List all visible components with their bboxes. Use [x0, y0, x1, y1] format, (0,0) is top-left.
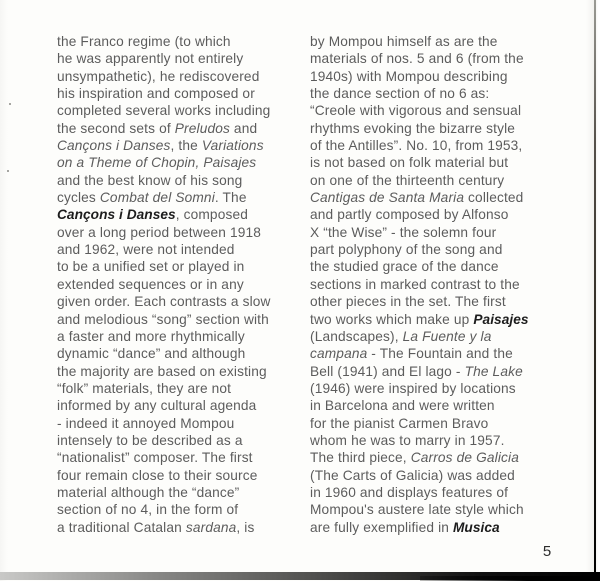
- text-line: a traditional Catalan sardana, is: [57, 519, 255, 535]
- text-line: Cançons i Danses, the Variations: [57, 138, 264, 154]
- text-line: rhythms evoking the bizarre style: [310, 120, 516, 136]
- left-text-column: [57, 33, 313, 536]
- text-line: and melodious “song” section with: [57, 311, 269, 327]
- text-line: a faster and more rhythmically: [57, 328, 245, 344]
- text-line: “nationalist” composer. The first: [57, 450, 253, 466]
- text-line: the dance section of no 6 as:: [310, 86, 490, 102]
- text-line: 1940s) with Mompou describing: [310, 68, 508, 84]
- text-line: to be a unified set or played in: [57, 259, 245, 275]
- page-number: 5: [542, 543, 552, 560]
- bottom-edge-shadow-dark: [420, 576, 600, 581]
- text-line: material although the “dance”: [57, 484, 240, 500]
- text-line: cycles Combat del Somni. The: [57, 190, 247, 206]
- text-line: by Mompou himself as are the: [310, 34, 498, 49]
- text-line: the second sets of Preludos and: [57, 120, 258, 136]
- text-line: (1946) were inspired by locations: [310, 380, 516, 396]
- text-line: “Creole with vigorous and sensual: [310, 103, 522, 119]
- right-text-column: [310, 33, 566, 536]
- text-line: “folk” materials, they are not: [57, 380, 232, 396]
- text-line: section of no 4, in the form of: [57, 502, 239, 518]
- text-line: the studied grace of the dance: [310, 259, 499, 275]
- text-line: materials of nos. 5 and 6 (from the: [310, 51, 524, 67]
- text-line: campana - The Fountain and the: [310, 346, 513, 362]
- text-line: and 1962, were not intended: [57, 242, 235, 258]
- text-line: whom he was to marry in 1957.: [310, 432, 505, 448]
- text-line: intensely to be described as a: [57, 432, 243, 448]
- text-line: the Franco regime (to which: [57, 34, 231, 49]
- text-line: for the pianist Carmen Bravo: [310, 415, 489, 431]
- text-line: X “the Wise” - the solemn four: [310, 224, 497, 240]
- text-line: on a Theme of Chopin, Paisajes: [57, 155, 257, 171]
- text-line: Mompou's austere late style which: [310, 502, 524, 518]
- text-line: and the best know of his song: [57, 172, 243, 188]
- text-line: two works which make up Paisajes: [310, 311, 529, 327]
- text-line: four remain close to their source: [57, 467, 258, 483]
- text-line: the majority are based on existing: [57, 363, 267, 379]
- text-line: (The Carts of Galicia) was added: [310, 467, 515, 483]
- dust-speck: [9, 103, 11, 105]
- text-line: he was apparently not entirely: [57, 51, 244, 67]
- text-line: in 1960 and displays features of: [310, 484, 509, 500]
- text-line: - indeed it annoyed Mompou: [57, 415, 235, 431]
- text-line: of the Antilles”. No. 10, from 1953,: [310, 138, 523, 154]
- text-line: and partly composed by Alfonso: [310, 207, 509, 223]
- text-line: over a long period between 1918: [57, 224, 262, 240]
- text-line: extended sequences or in any: [57, 276, 244, 292]
- text-line: other pieces in the set. The first: [310, 294, 506, 310]
- text-line: completed several works including: [57, 103, 271, 119]
- text-line: is not based on folk material but: [310, 155, 509, 171]
- text-line: given order. Each contrasts a slow: [57, 294, 271, 310]
- dust-speck: [7, 170, 9, 172]
- text-line: The third piece, Carros de Galicia: [310, 450, 519, 466]
- text-line: his inspiration and composed or: [57, 86, 255, 102]
- text-line: informed by any cultural agenda: [57, 398, 257, 414]
- page-edge-line: [594, 0, 596, 575]
- text-line: unsympathetic), he rediscovered: [57, 68, 260, 84]
- text-line: part polyphony of the song and: [310, 242, 503, 258]
- text-line: on one of the thirteenth century: [310, 172, 505, 188]
- text-line: in Barcelona and were written: [310, 398, 495, 414]
- text-line: (Landscapes), La Fuente y la: [310, 328, 492, 344]
- text-line: Cançons i Danses, composed: [57, 207, 248, 223]
- text-line: Bell (1941) and El lago - The Lake: [310, 363, 523, 379]
- text-line: Cantigas de Santa Maria collected: [310, 190, 524, 206]
- text-line: are fully exemplified in Musica: [310, 519, 500, 535]
- text-line: dynamic “dance” and although: [57, 346, 246, 362]
- text-line: sections in marked contrast to the: [310, 276, 520, 292]
